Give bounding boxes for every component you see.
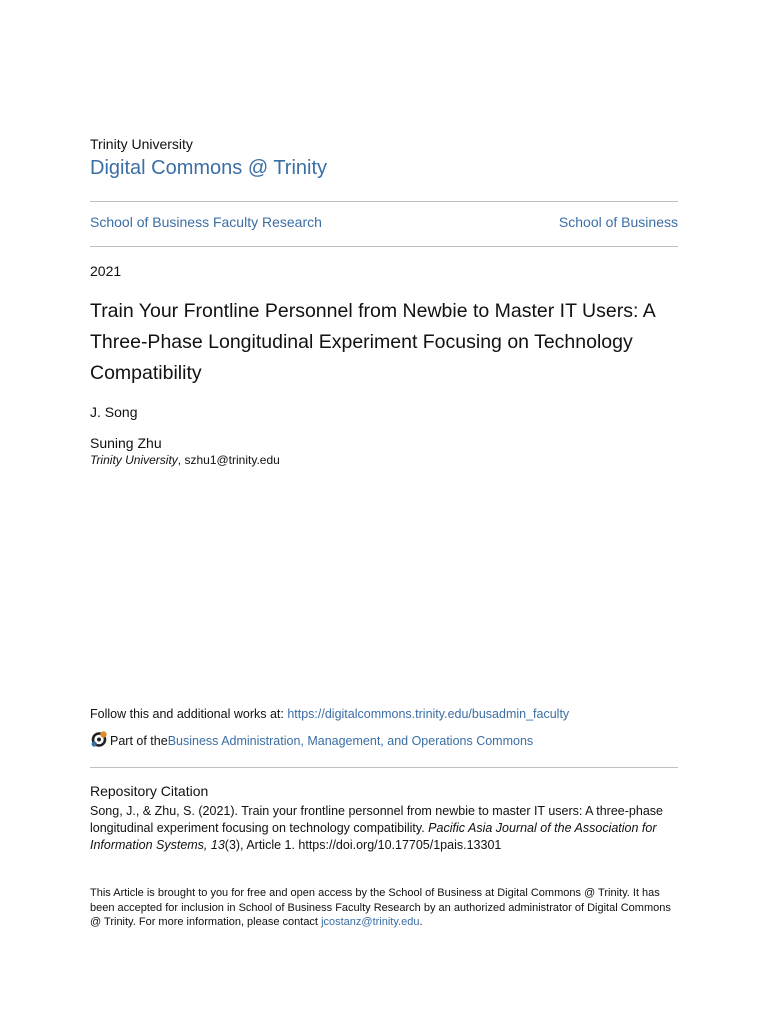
commons-link[interactable]: Business Administration, Management, and Operations Commons [167,733,534,748]
network-icon [90,730,110,751]
collection-url-link[interactable]: https://digitalcommons.trinity.edu/busadmin_faculty [287,707,570,721]
author-affiliation [90,453,280,467]
access-notice [90,886,678,930]
citation-main: Song, J., & Zhu, S. (2021). Train your frontline personnel from newbie to master IT users: A three-phase longitudinal experiment focusing on technology compatibility. [90,804,663,835]
affiliation-name: Trinity University [90,453,178,467]
institution-name: Trinity University [90,136,193,152]
part-of-label: Part of the [110,733,168,748]
notice-end: . [419,916,423,928]
part-of-line [90,730,533,751]
citation-heading: Repository Citation [90,783,209,799]
cover-page [90,0,678,1024]
notice-text: This Article is brought to you for free and open access by the School of Business at Digital Commons @ Trinity. It has been accepted for inclusion in School of Business Faculty Research by an authorized administrator of Digital Commons @ Trinity. For more information, please contact [90,887,671,928]
citation-journal: Pacific Asia Journal of the Association for Information Systems, 13 [90,821,657,852]
repository-link[interactable]: Digital Commons @ Trinity [90,157,328,179]
citation-details: (3), Article 1. https://doi.org/10.17705/1pais.13301 [224,838,502,852]
author-name: Suning Zhu [90,435,162,451]
department-link[interactable]: School of Business [558,214,678,230]
follow-line [90,707,569,721]
author-name: J. Song [90,404,138,420]
author-email: , szhu1@trinity.edu [177,453,280,467]
series-link[interactable]: School of Business Faculty Research [90,214,322,230]
divider [90,201,678,202]
article-title: Train Your Frontline Personnel from Newbie to Master IT Users: A Three-Phase Longitudinal Experiment Focusing on Technology Compatibility [90,300,655,384]
series-nav [90,214,678,230]
follow-label: Follow this and additional works at: [90,707,288,721]
divider [90,767,678,768]
contact-email-link[interactable]: jcostanz@trinity.edu [321,916,420,928]
publication-year: 2021 [90,263,122,279]
citation-text [90,803,678,854]
divider [90,246,678,247]
